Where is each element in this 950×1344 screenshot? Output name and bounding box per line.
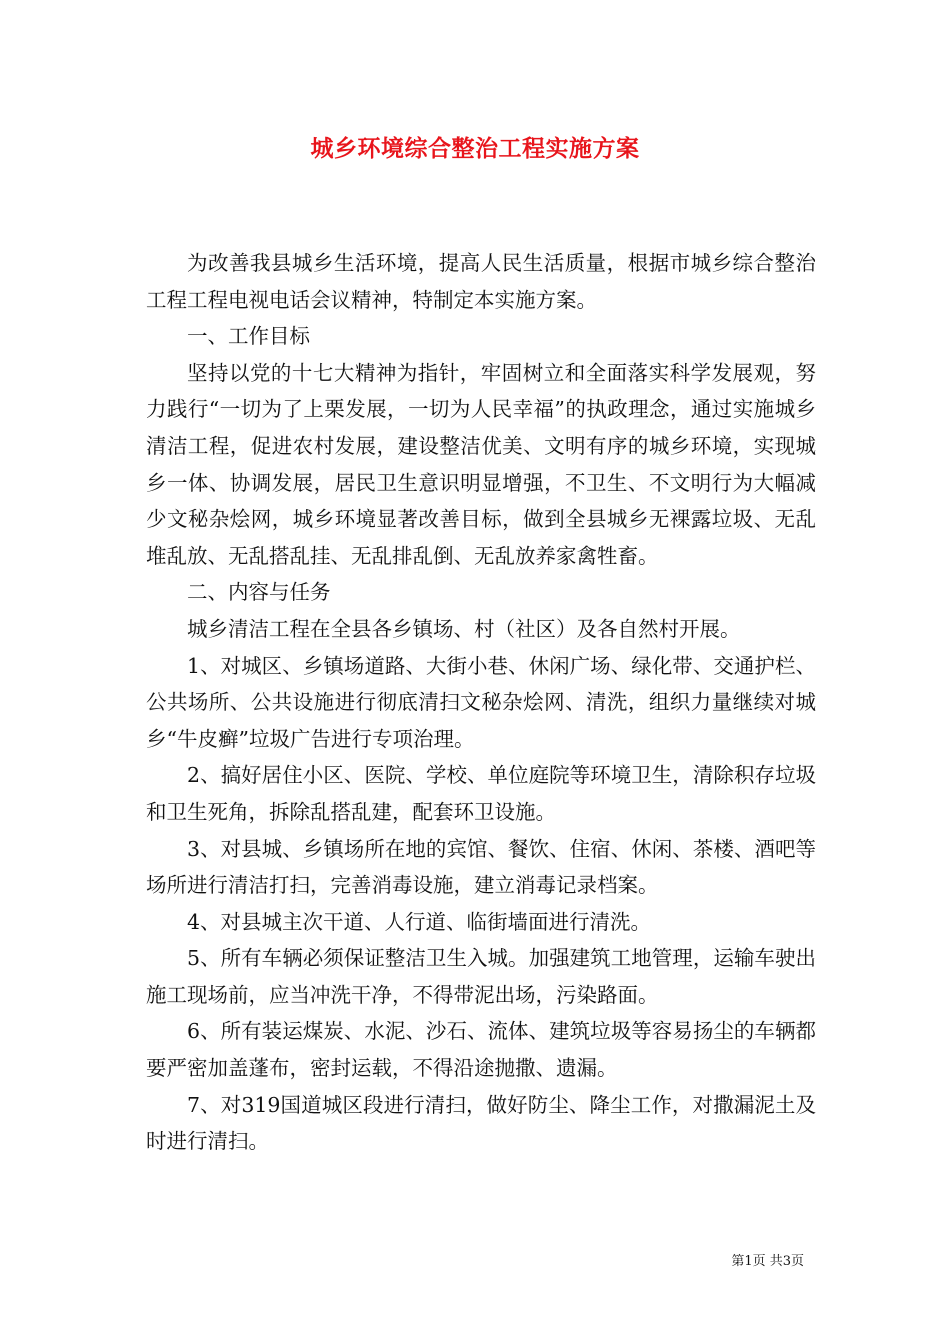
document-title: 城乡环境综合整治工程实施方案 bbox=[310, 135, 640, 162]
list-item: 1、对城区、乡镇场道路、大街小巷、休闲广场、绿化带、交通护栏、公共场所、公共设施进行彻底清扫文秘杂烩网、清洗，组织力量继续对城乡“牛皮癣”垃圾广告进行专项治理。 bbox=[146, 653, 816, 751]
list-item: 2、搞好居住小区、医院、学校、单位庭院等环境卫生，清除积存垃圾和卫生死角，拆除乱搭乱建，配套环卫设施。 bbox=[146, 763, 816, 824]
heading-work-goal: 一、工作目标 bbox=[187, 324, 310, 349]
list-item: 4、对县城主次干道、人行道、临街墙面进行清洗。 bbox=[187, 909, 652, 934]
paragraph-scope: 城乡清洁工程在全县各乡镇场、村（社区）及各自然村开展。 bbox=[187, 616, 741, 641]
paragraph-intro: 为改善我县城乡生活环境，提高人民生活质量，根据市城乡综合整治工程工程电视电话会议精神，特制定本实施方案。 bbox=[146, 251, 816, 312]
list-item: 3、对县城、乡镇场所在地的宾馆、餐饮、住宿、休闲、茶楼、酒吧等场所进行清洁打扫，完善消毒设施，建立消毒记录档案。 bbox=[146, 836, 816, 898]
page-number-footer: 第1页 共3页 bbox=[731, 1254, 804, 1269]
document-body bbox=[146, 245, 816, 1160]
heading-content-tasks: 二、内容与任务 bbox=[187, 580, 331, 605]
list-item: 7、对319国道城区段进行清扫，做好防尘、降尘工作，对撒漏泥土及时进行清扫。 bbox=[146, 1092, 816, 1154]
list-item: 5、所有车辆必须保证整洁卫生入城。加强建筑工地管理，运输车驶出施工现场前，应当冲洗干净，不得带泥出场，污染路面。 bbox=[146, 946, 816, 1007]
list-item: 6、所有装运煤炭、水泥、沙石、流体、建筑垃圾等容易扬尘的车辆都要严密加盖蓬布，密封运载，不得沿途抛撒、遗漏。 bbox=[146, 1019, 816, 1081]
paragraph-goal: 坚持以党的十七大精神为指针，牢固树立和全面落实科学发展观，努力践行“一切为了上栗发展，一切为人民幸福”的执政理念，通过实施城乡清洁工程，促进农村发展，建设整洁优美、文明有序的城乡环境，实现城乡一体、协调发展，居民卫生意识明显增强，不卫生、不文明行为大幅减少文秘杂烩网，城乡环境显著改善目标，做到全县城乡无裸露垃圾、无乱堆乱放、无乱搭乱挂、无乱排乱倒、无乱放养家禽牲畜。 bbox=[146, 360, 816, 568]
